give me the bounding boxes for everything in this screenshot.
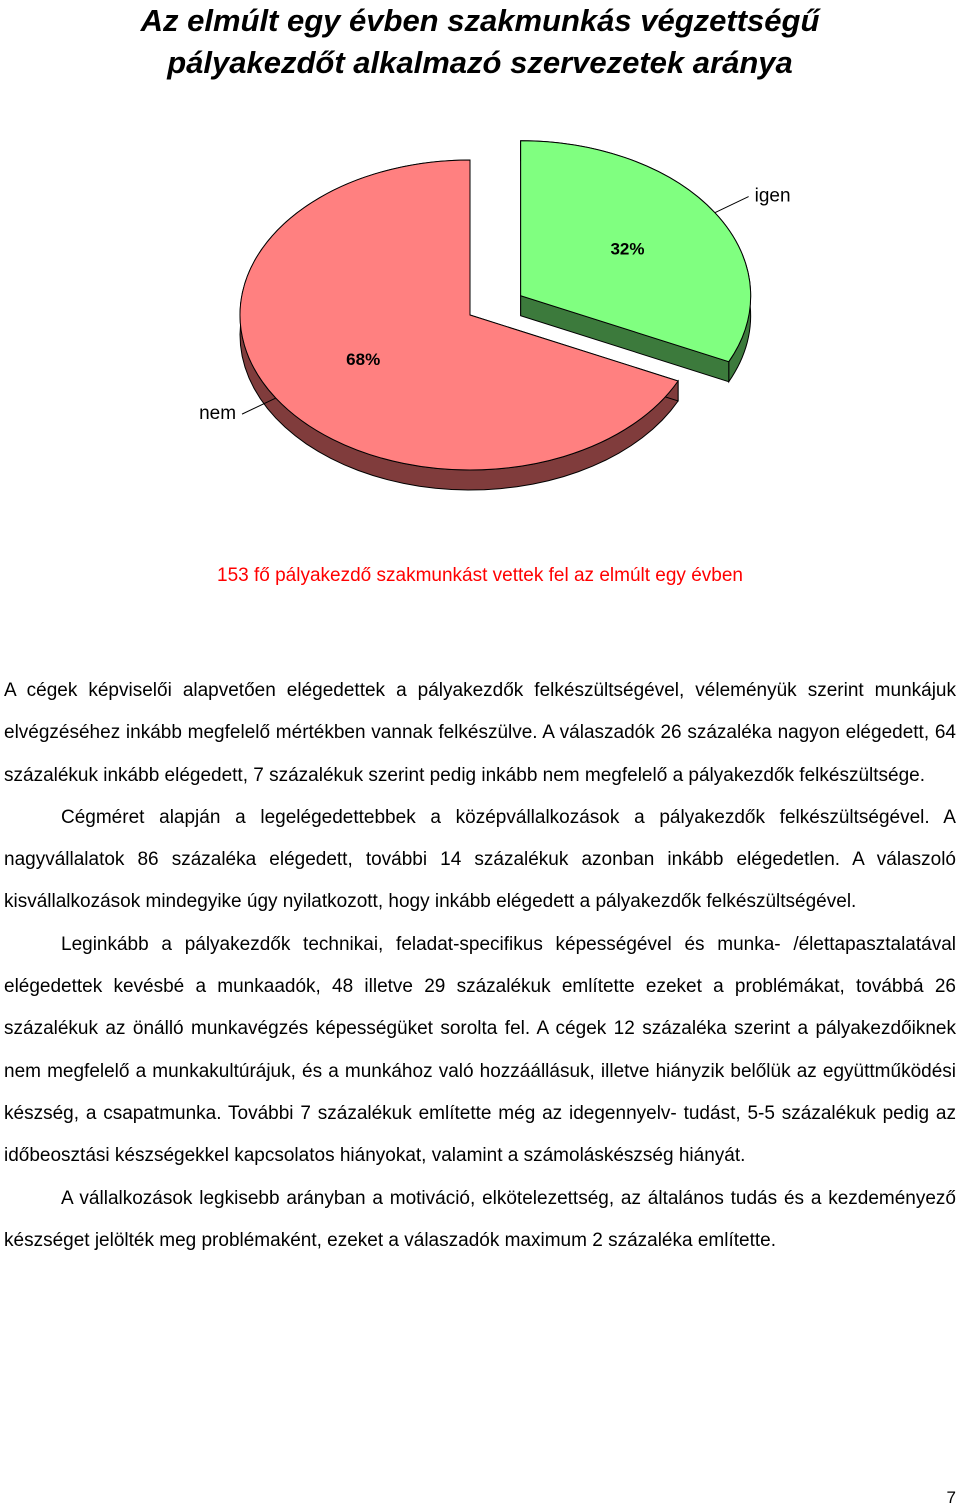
chart-note: 153 fő pályakezdő szakmunkást vettek fel az elmúlt egy évben [217,565,743,586]
igen-category-label: igen [754,185,791,207]
paragraph-2: Cégméret alapján a legelégedettebbek a középvállalkozások a pályakezdők felkészültségével. A nagyvállalatok 86 százaléka elégedett, további 14 százalékuk azonban inkább elégedetlen. A válaszoló kisvállalkozások mindegyike úgy nyilatkozott, hogy inkább elégedett a pályakezdők felkészültségével. [4,806,956,913]
paragraph-4: A vállalkozások legkisebb arányban a motiváció, elkötelezettség, az általános tudás és a kezdeményező készséget jelölték meg problémaként, ezeket a válaszadók maximum 2 százaléka említette. [4,1187,956,1251]
igen-value-label: 32% [610,239,645,259]
title-line-2: pályakezdőt alkalmazó szervezetek aránya [167,45,793,80]
pie-chart [0,100,960,520]
nem-category-label: nem [199,403,237,425]
page-number: 7 [946,1488,956,1507]
body-text [4,670,956,1262]
paragraph-3: Leginkább a pályakezdők technikai, feladat-specifikus képességével és munka- /élettapasztalatával elégedettek kevésbé a munkaadók, 48 illetve 29 százalékuk említette ezeket a problémákat, továbbá 26 százalékuk az önálló munkavégzés képességüket sorolta fel. A cégek 12 százaléka szerint a pályakezdőiknek nem megfelelő a munkakultúrájuk, és a munkához való hozzáállásuk, illetve hiányzik belőlük az együttműködési készség, a csapatmunka. További 7 százalékuk említette még az idegennyelv- tudást, 5-5 százalékuk pedig az időbeosztási készségekkel kapcsolatos hiányokat, valamint a számoláskészség hiányát. [4,933,956,1167]
nem-value-label: 68% [346,350,381,370]
page-title [0,0,960,84]
igen-leader-line [715,197,749,213]
title-line-1: Az elmúlt egy évben szakmunkás végzettségű [140,3,820,38]
paragraph-1: A cégek képviselői alapvetően elégedettek a pályakezdők felkészültségével, véleményük szerint munkájuk elvégzéséhez inkább megfelelő mértékben vannak felkészülve. A válaszadók 26 százaléka nagyon elégedett, 64 százalékuk inkább elégedett, 7 százalékuk szerint pedig inkább nem megfelelő a pályakezdők felkészültsége. [4,680,956,786]
